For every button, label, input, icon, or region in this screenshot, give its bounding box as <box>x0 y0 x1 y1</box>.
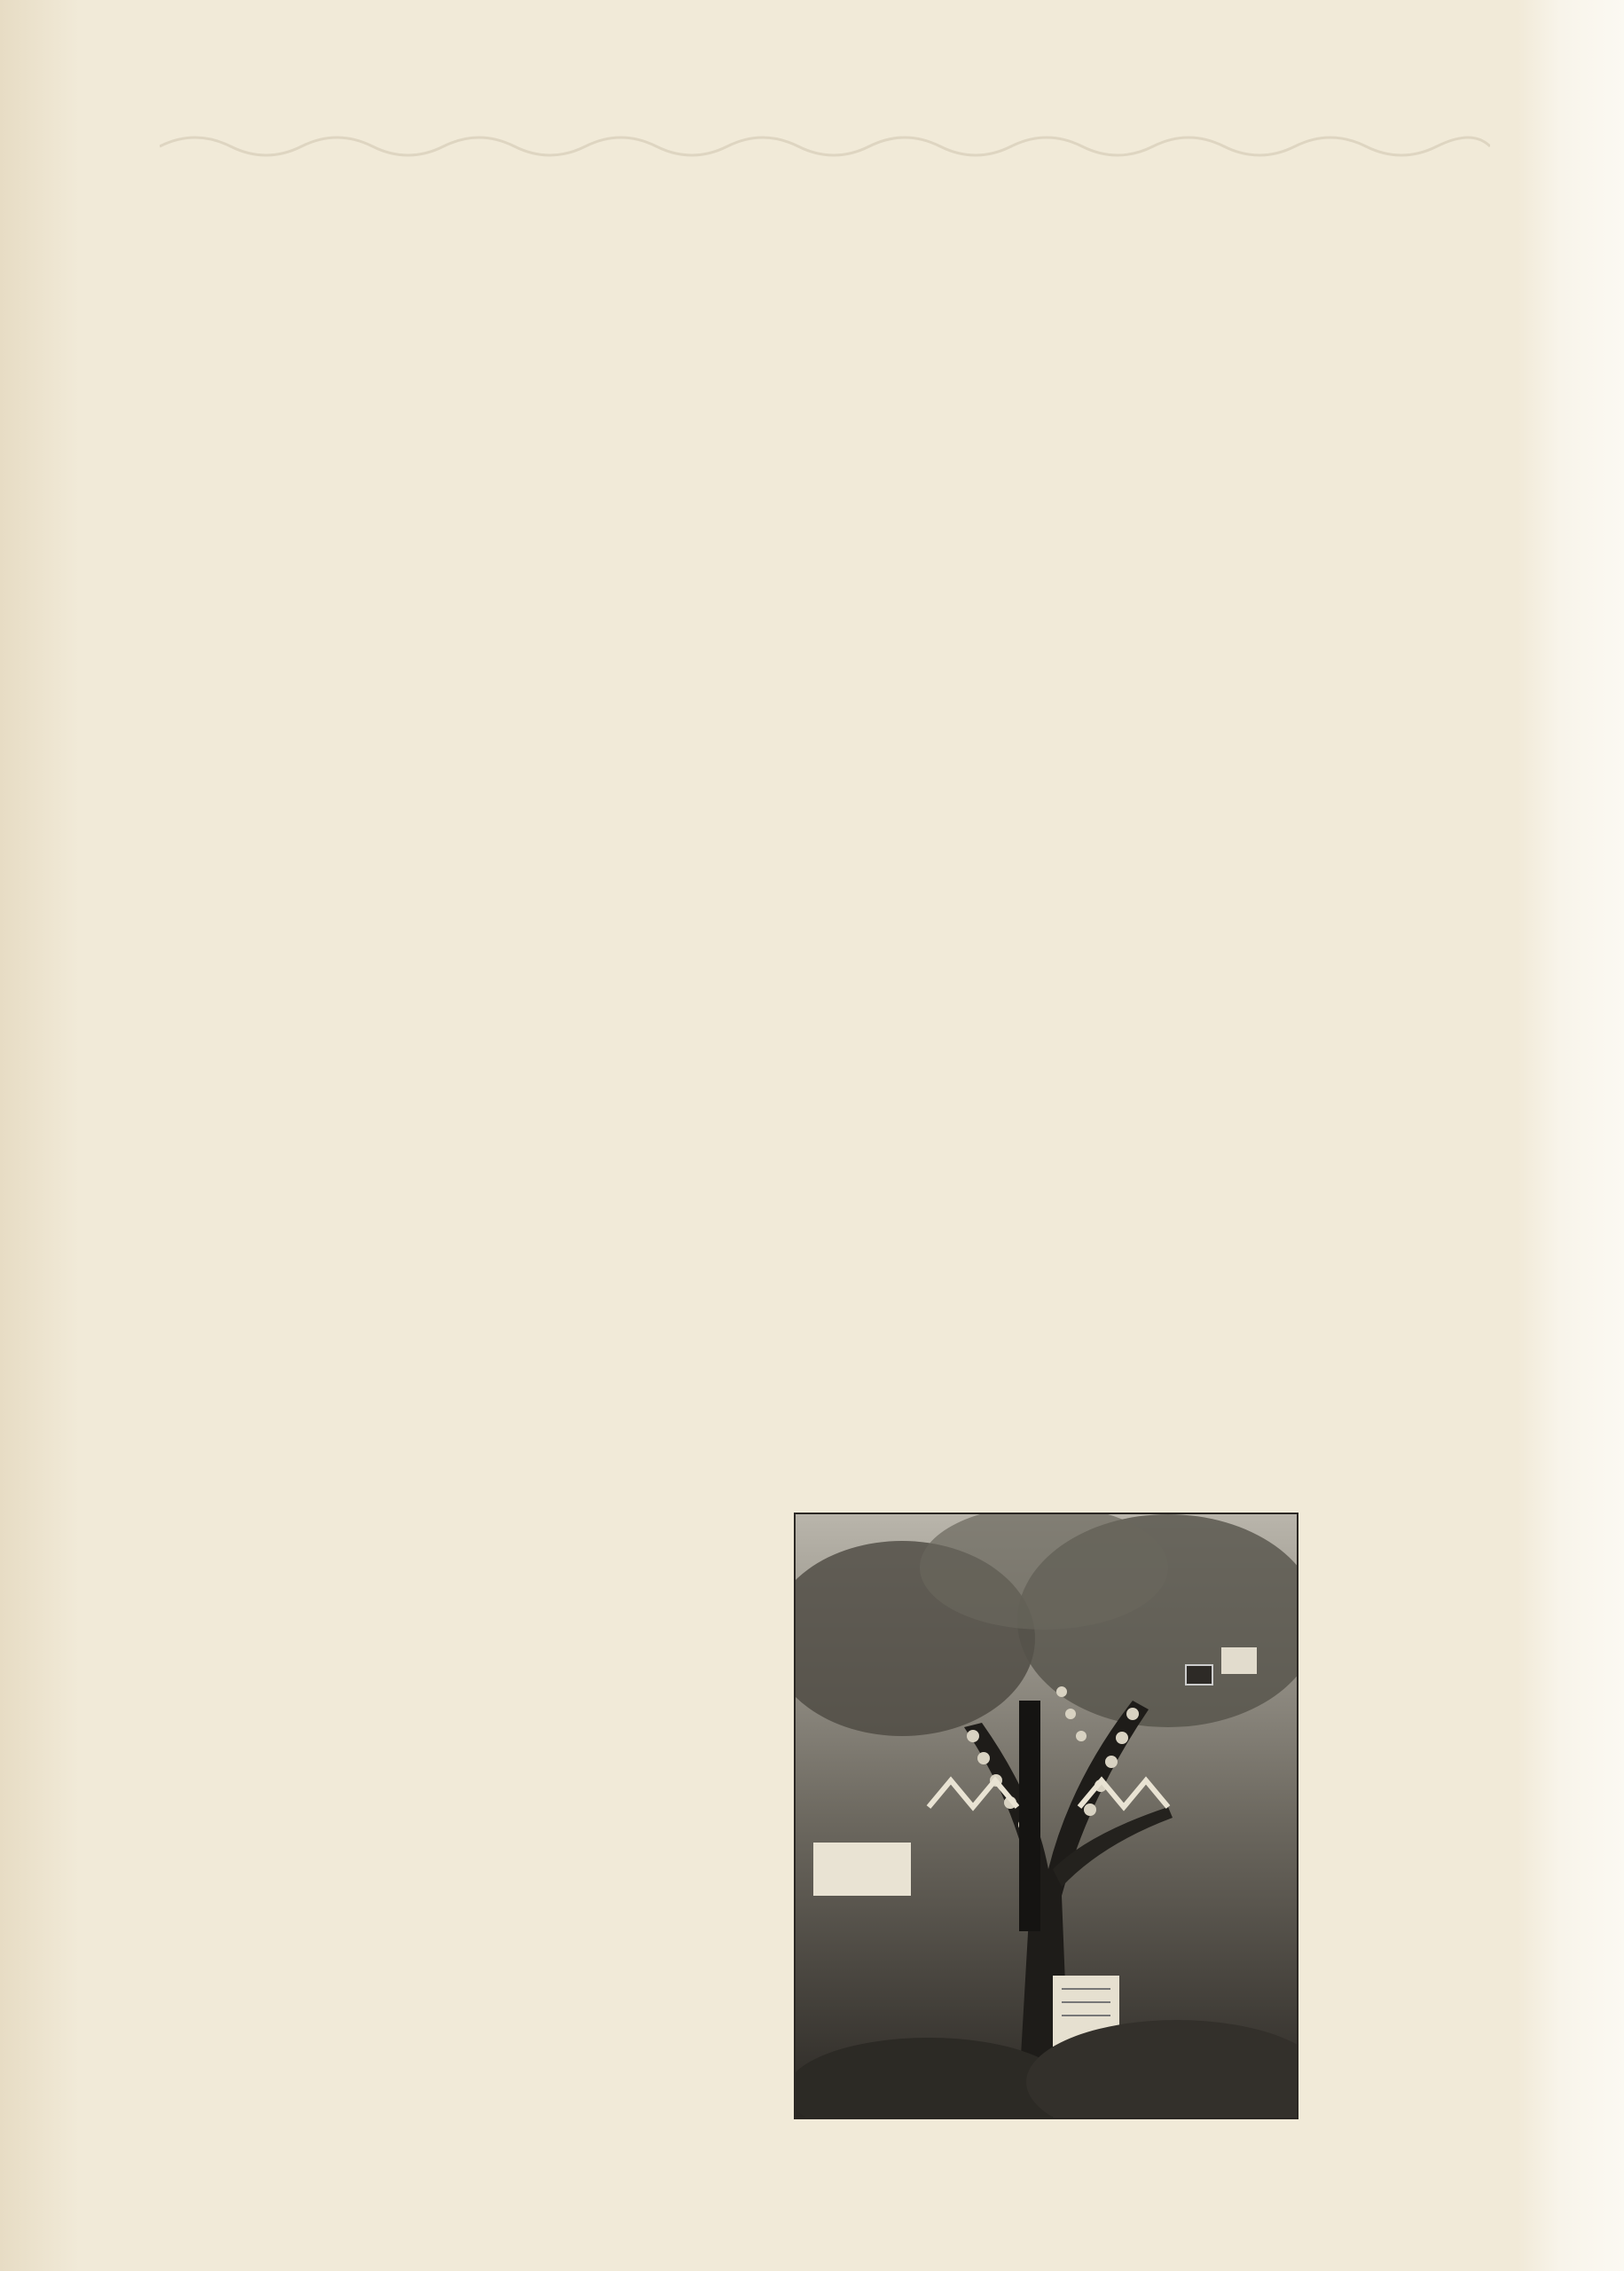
page-left-edge <box>0 0 80 2271</box>
top-article-column <box>665 182 1463 856</box>
decorative-header-ornament <box>160 124 1490 169</box>
photo-illustration <box>796 1514 1297 2118</box>
page-right-edge <box>1518 0 1624 2271</box>
middle-text-band <box>124 852 1463 1499</box>
middle-article-column <box>630 852 1463 1499</box>
top-text-band <box>124 182 1463 856</box>
groundbreaking-photo <box>794 1513 1298 2119</box>
